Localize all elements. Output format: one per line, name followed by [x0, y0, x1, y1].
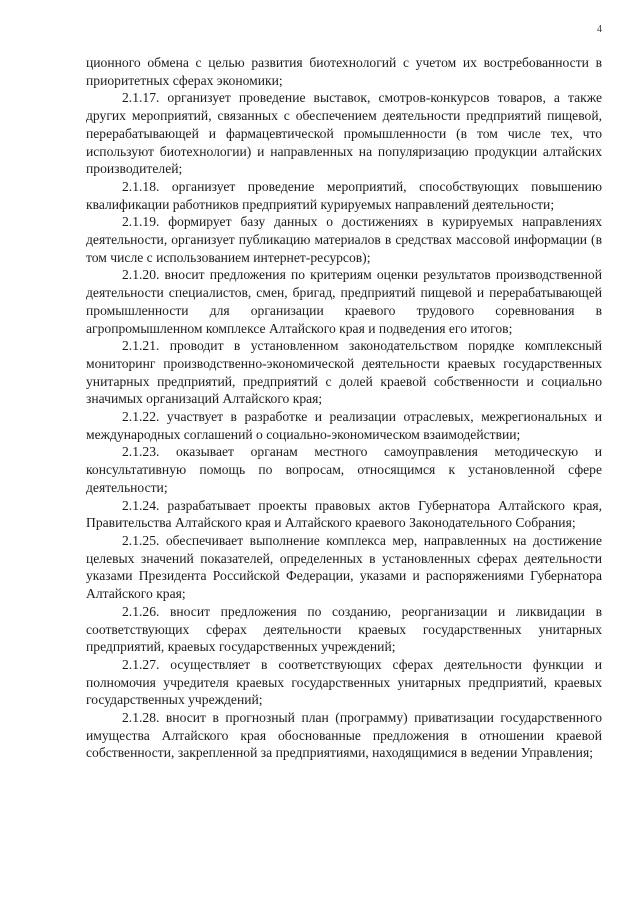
- paragraph-2-1-23: 2.1.23. оказывает органам местного самоуправления методическую и консультативную помощь по вопросам, относящимся к установленной сфере деятельности;: [86, 444, 602, 495]
- paragraph-2-1-28: 2.1.28. вносит в прогнозный план (программу) приватизации государственного имущества Алтайского края обоснованные предложения в отношении краевой собственности, закрепленной за предприятиями, находящимися в ведении Управления;: [86, 710, 602, 761]
- paragraph-2-1-18: 2.1.18. организует проведение мероприятий, способствующих повышению квалификации работников предприятий курируемых направлений деятельности;: [86, 178, 602, 212]
- paragraph-2-1-19: 2.1.19. формирует базу данных о достижениях в курируемых направлениях деятельности, организует публикацию материалов в средствах массовой информации (в том числе с использованием интернет-ресурсов);: [86, 214, 602, 265]
- page-number: 4: [597, 24, 602, 35]
- paragraph-2-1-26: 2.1.26. вносит предложения по созданию, реорганизации и ликвидации в соответствующих сферах деятельности краевых государственных унитарных предприятий, краевых государственных учреждений;: [86, 603, 602, 655]
- paragraph-2-1-24: 2.1.24. разрабатывает проекты правовых актов Губернатора Алтайского края, Правительства Алтайского края и Алтайского краевого Законодательного Собрания;: [86, 497, 602, 531]
- paragraph-2-1-17: 2.1.17. организует проведение выставок, смотров-конкурсов товаров, а также других мероприятий, связанных с обеспечением деятельности предприятий пищевой, перерабатывающей и фармацевтической промышленности (в том числе тех, что используют биотехнологии) и направленных на популяризацию продукции алтайских производителей;: [86, 90, 602, 177]
- paragraph-2-1-21: 2.1.21. проводит в установленном законодательством порядке комплексный мониторинг производственно-экономической деятельности краевых государственных унитарных предприятий, предприятий с долей краевой собственности и социально значимых организаций Алтайского края;: [86, 338, 602, 407]
- paragraph-continuation: ционного обмена с целью развития биотехнологий с учетом их востребованности в приоритетных сферах экономики;: [86, 55, 602, 88]
- paragraph-2-1-27: 2.1.27. осуществляет в соответствующих сферах деятельности функции и полномочия учредителя краевых государственных унитарных предприятий, краевых государственных учреждений;: [86, 656, 602, 708]
- document-body: [86, 54, 602, 762]
- paragraph-2-1-22: 2.1.22. участвует в разработке и реализации отраслевых, межрегиональных и международных соглашений о социально-экономическом взаимодействии;: [86, 409, 602, 442]
- paragraph-2-1-25: 2.1.25. обеспечивает выполнение комплекса мер, направленных на достижение целевых значений показателей, определенных в установленных сферах деятельности указами Президента Российской Федерации, указами и распоряжениями Губернатора Алтайского края;: [86, 532, 602, 602]
- paragraph-2-1-20: 2.1.20. вносит предложения по критериям оценки результатов производственной деятельности специалистов, смен, бригад, предприятий пищевой и перерабатывающей промышленности для организации краевого трудового соревнования в агропромышленном комплексе Алтайского края и подведения его итогов;: [86, 267, 602, 336]
